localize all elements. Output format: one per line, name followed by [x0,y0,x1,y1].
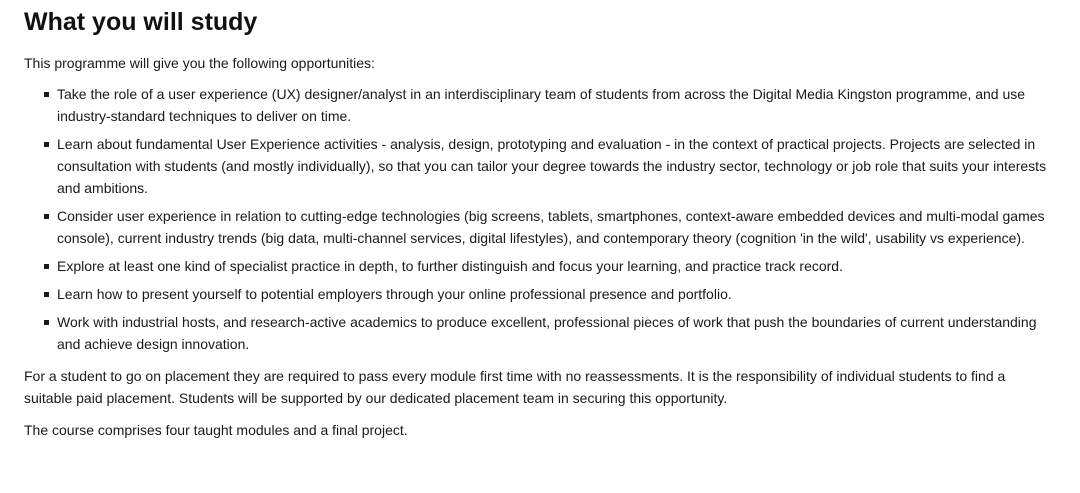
course-paragraph: The course comprises four taught modules and a final project. [24,422,408,438]
list-item: Learn how to present yourself to potential employers through your online professional presence and portfolio. [24,283,1056,305]
placement-paragraph: For a student to go on placement they are required to pass every module first time with no reassessments. It is the responsibility of individual students to find a suitable paid placement. Students will be supported by our dedicated placement team in securing this opportunity. [24,368,1006,406]
list-item: Consider user experience in relation to cutting-edge technologies (big screens, tablets, smartphones, context-aware embedded devices and multi-modal games console), current industry trends (big data, multi-channel services, digital lifestyles), and contemporary theory (cognition 'in the wild', usability vs experience). [24,205,1056,249]
list-item: Explore at least one kind of specialist practice in depth, to further distinguish and focus your learning, and practice track record. [24,255,1056,277]
list-item: Learn about fundamental User Experience activities - analysis, design, prototyping and evaluation - in the context of practical projects. Projects are selected in consultation with students (and mostly individually), so that you can tailor your degree towards the industry sector, technology or job role that suits your interests and ambitions. [24,133,1056,199]
section-heading: What you will study [24,8,258,36]
opportunities-list [24,83,1056,355]
intro-text: This programme will give you the following opportunities: [24,55,375,71]
list-item: Take the role of a user experience (UX) designer/analyst in an interdisciplinary team of students from across the Digital Media Kingston programme, and use industry-standard techniques to deliver on time. [24,83,1056,127]
list-item: Work with industrial hosts, and research-active academics to produce excellent, professional pieces of work that push the boundaries of current understanding and achieve design innovation. [24,311,1056,355]
